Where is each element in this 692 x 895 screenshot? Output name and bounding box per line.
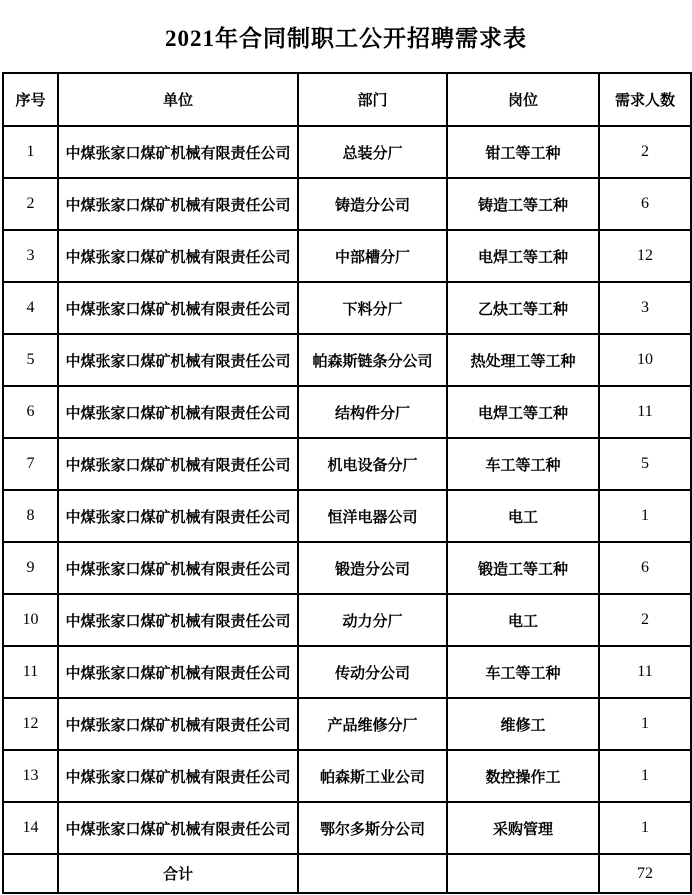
- cell-position: 电焊工等工种: [447, 230, 599, 282]
- cell-position: 锻造工等工种: [447, 542, 599, 594]
- recruitment-demand-table: [2, 72, 692, 894]
- header-row: [3, 73, 691, 126]
- cell-department: 动力分厂: [298, 594, 447, 646]
- cell-department: 鄂尔多斯分公司: [298, 802, 447, 854]
- cell-headcount: 11: [599, 386, 691, 438]
- cell-unit: 中煤张家口煤矿机械有限责任公司: [58, 178, 298, 230]
- cell-serial-number: 8: [3, 490, 58, 542]
- cell-headcount: 6: [599, 178, 691, 230]
- cell-unit: 中煤张家口煤矿机械有限责任公司: [58, 334, 298, 386]
- page-title: 2021年合同制职工公开招聘需求表: [165, 25, 527, 51]
- table-row: [3, 490, 691, 542]
- cell-department: 中部槽分厂: [298, 230, 447, 282]
- cell-headcount: 1: [599, 698, 691, 750]
- cell-position: [447, 854, 599, 893]
- cell-headcount: 1: [599, 802, 691, 854]
- table-row: [3, 750, 691, 802]
- cell-serial-number: 13: [3, 750, 58, 802]
- cell-department: 铸造分公司: [298, 178, 447, 230]
- cell-department: [298, 854, 447, 893]
- cell-position: 电工: [447, 594, 599, 646]
- table-row: [3, 126, 691, 178]
- cell-unit: 中煤张家口煤矿机械有限责任公司: [58, 698, 298, 750]
- cell-department: 机电设备分厂: [298, 438, 447, 490]
- cell-unit: 中煤张家口煤矿机械有限责任公司: [58, 386, 298, 438]
- table-row: [3, 646, 691, 698]
- cell-headcount: 11: [599, 646, 691, 698]
- cell-unit: 合计: [58, 854, 298, 893]
- cell-serial-number: 11: [3, 646, 58, 698]
- cell-serial-number: 4: [3, 282, 58, 334]
- header-department: 部门: [298, 73, 447, 126]
- cell-position: 车工等工种: [447, 438, 599, 490]
- cell-unit: 中煤张家口煤矿机械有限责任公司: [58, 594, 298, 646]
- cell-headcount: 2: [599, 126, 691, 178]
- table-row: [3, 230, 691, 282]
- header-headcount: 需求人数: [599, 73, 691, 126]
- title-bar: [0, 0, 692, 72]
- cell-headcount: 5: [599, 438, 691, 490]
- cell-unit: 中煤张家口煤矿机械有限责任公司: [58, 282, 298, 334]
- cell-serial-number: 12: [3, 698, 58, 750]
- cell-unit: 中煤张家口煤矿机械有限责任公司: [58, 438, 298, 490]
- total-row: [3, 854, 691, 893]
- cell-position: 钳工等工种: [447, 126, 599, 178]
- cell-position: 车工等工种: [447, 646, 599, 698]
- cell-department: 产品维修分厂: [298, 698, 447, 750]
- cell-headcount: 2: [599, 594, 691, 646]
- cell-serial-number: 3: [3, 230, 58, 282]
- cell-unit: 中煤张家口煤矿机械有限责任公司: [58, 490, 298, 542]
- cell-position: 电焊工等工种: [447, 386, 599, 438]
- cell-serial-number: 2: [3, 178, 58, 230]
- cell-position: 乙炔工等工种: [447, 282, 599, 334]
- cell-serial-number: [3, 854, 58, 893]
- cell-headcount: 10: [599, 334, 691, 386]
- cell-serial-number: 10: [3, 594, 58, 646]
- header-unit: 单位: [58, 73, 298, 126]
- table-row: [3, 802, 691, 854]
- table-row: [3, 282, 691, 334]
- cell-unit: 中煤张家口煤矿机械有限责任公司: [58, 230, 298, 282]
- cell-serial-number: 9: [3, 542, 58, 594]
- cell-headcount: 6: [599, 542, 691, 594]
- table-row: [3, 698, 691, 750]
- cell-department: 结构件分厂: [298, 386, 447, 438]
- cell-position: 维修工: [447, 698, 599, 750]
- cell-position: 热处理工等工种: [447, 334, 599, 386]
- table-row: [3, 334, 691, 386]
- cell-unit: 中煤张家口煤矿机械有限责任公司: [58, 542, 298, 594]
- cell-serial-number: 6: [3, 386, 58, 438]
- table-header: [3, 73, 691, 126]
- cell-unit: 中煤张家口煤矿机械有限责任公司: [58, 802, 298, 854]
- table-row: [3, 542, 691, 594]
- cell-unit: 中煤张家口煤矿机械有限责任公司: [58, 646, 298, 698]
- cell-department: 帕森斯工业公司: [298, 750, 447, 802]
- cell-department: 下料分厂: [298, 282, 447, 334]
- cell-headcount: 1: [599, 750, 691, 802]
- cell-department: 总装分厂: [298, 126, 447, 178]
- cell-headcount: 1: [599, 490, 691, 542]
- table-body: [3, 126, 691, 893]
- cell-position: 数控操作工: [447, 750, 599, 802]
- table-row: [3, 438, 691, 490]
- cell-serial-number: 1: [3, 126, 58, 178]
- cell-position: 电工: [447, 490, 599, 542]
- cell-serial-number: 5: [3, 334, 58, 386]
- cell-headcount: 72: [599, 854, 691, 893]
- table-row: [3, 594, 691, 646]
- header-position: 岗位: [447, 73, 599, 126]
- cell-department: 恒洋电器公司: [298, 490, 447, 542]
- cell-serial-number: 7: [3, 438, 58, 490]
- table-row: [3, 386, 691, 438]
- cell-department: 帕森斯链条分公司: [298, 334, 447, 386]
- cell-department: 锻造分公司: [298, 542, 447, 594]
- cell-position: 铸造工等工种: [447, 178, 599, 230]
- cell-unit: 中煤张家口煤矿机械有限责任公司: [58, 126, 298, 178]
- cell-department: 传动分公司: [298, 646, 447, 698]
- cell-headcount: 3: [599, 282, 691, 334]
- header-serial-number: 序号: [3, 73, 58, 126]
- table-row: [3, 178, 691, 230]
- cell-headcount: 12: [599, 230, 691, 282]
- cell-position: 采购管理: [447, 802, 599, 854]
- cell-serial-number: 14: [3, 802, 58, 854]
- cell-unit: 中煤张家口煤矿机械有限责任公司: [58, 750, 298, 802]
